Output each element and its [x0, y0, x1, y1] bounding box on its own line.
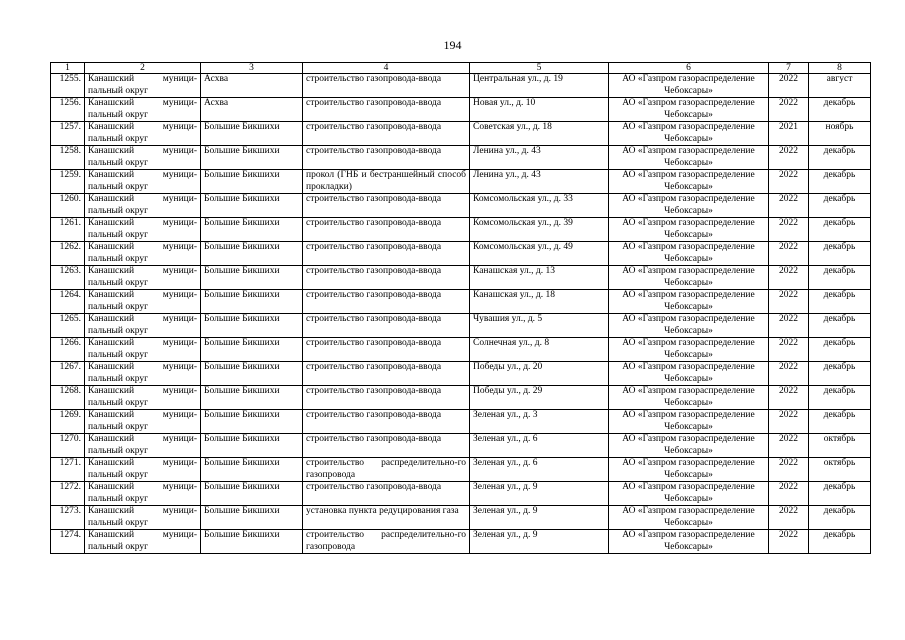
- work-type-cell: строительство газопровода-ввода: [303, 314, 470, 338]
- work-type-cell: строительство распределительно-го газопровода: [303, 458, 470, 482]
- year-cell: 2022: [769, 434, 809, 458]
- column-number: 4: [303, 63, 470, 74]
- row-number: 1266.: [51, 338, 85, 362]
- organization-cell: АО «Газпром газораспределение Чебоксары»: [609, 218, 769, 242]
- table-row: [51, 458, 871, 482]
- work-type-cell: строительство газопровода-ввода: [303, 218, 470, 242]
- table-row: [51, 434, 871, 458]
- organization-cell: АО «Газпром газораспределение Чебоксары»: [609, 530, 769, 554]
- district-cell: Канашский муници-пальный округ: [85, 506, 201, 530]
- row-number: 1273.: [51, 506, 85, 530]
- address-cell: Зеленая ул., д. 9: [470, 482, 609, 506]
- row-number: 1270.: [51, 434, 85, 458]
- row-number: 1257.: [51, 122, 85, 146]
- year-cell: 2022: [769, 386, 809, 410]
- year-cell: 2022: [769, 482, 809, 506]
- district-cell: Канашский муници-пальный округ: [85, 338, 201, 362]
- district-cell: Канашский муници-пальный округ: [85, 314, 201, 338]
- table-row: [51, 506, 871, 530]
- district-cell: Канашский муници-пальный округ: [85, 290, 201, 314]
- settlement-cell: Большие Бикшихи: [201, 218, 303, 242]
- address-cell: Зеленая ул., д. 3: [470, 410, 609, 434]
- table-row: [51, 482, 871, 506]
- column-number: 7: [769, 63, 809, 74]
- settlement-cell: Большие Бикшихи: [201, 314, 303, 338]
- month-cell: декабрь: [809, 314, 871, 338]
- organization-cell: АО «Газпром газораспределение Чебоксары»: [609, 122, 769, 146]
- table-row: [51, 266, 871, 290]
- table-row: [51, 170, 871, 194]
- organization-cell: АО «Газпром газораспределение Чебоксары»: [609, 362, 769, 386]
- district-cell: Канашский муници-пальный округ: [85, 530, 201, 554]
- district-cell: Канашский муници-пальный округ: [85, 482, 201, 506]
- organization-cell: АО «Газпром газораспределение Чебоксары»: [609, 506, 769, 530]
- column-number: 2: [85, 63, 201, 74]
- year-cell: 2022: [769, 362, 809, 386]
- table-row: [51, 314, 871, 338]
- row-number: 1268.: [51, 386, 85, 410]
- work-type-cell: строительство газопровода-ввода: [303, 266, 470, 290]
- address-cell: Канашская ул., д. 13: [470, 266, 609, 290]
- organization-cell: АО «Газпром газораспределение Чебоксары»: [609, 98, 769, 122]
- row-number: 1255.: [51, 74, 85, 98]
- year-cell: 2022: [769, 98, 809, 122]
- settlement-cell: Большие Бикшихи: [201, 434, 303, 458]
- row-number: 1262.: [51, 242, 85, 266]
- column-number: 1: [51, 63, 85, 74]
- organization-cell: АО «Газпром газораспределение Чебоксары»: [609, 482, 769, 506]
- district-cell: Канашский муници-пальный округ: [85, 434, 201, 458]
- year-cell: 2022: [769, 530, 809, 554]
- address-cell: Солнечная ул., д. 8: [470, 338, 609, 362]
- row-number: 1265.: [51, 314, 85, 338]
- address-cell: Ленина ул., д. 43: [470, 146, 609, 170]
- settlement-cell: Большие Бикшихи: [201, 146, 303, 170]
- address-cell: Ленина ул., д. 43: [470, 170, 609, 194]
- district-cell: Канашский муници-пальный округ: [85, 410, 201, 434]
- district-cell: Канашский муници-пальный округ: [85, 458, 201, 482]
- table-row: [51, 362, 871, 386]
- month-cell: декабрь: [809, 386, 871, 410]
- month-cell: декабрь: [809, 242, 871, 266]
- row-number: 1267.: [51, 362, 85, 386]
- work-type-cell: строительство газопровода-ввода: [303, 194, 470, 218]
- address-cell: Победы ул., д. 29: [470, 386, 609, 410]
- year-cell: 2022: [769, 338, 809, 362]
- address-cell: Победы ул., д. 20: [470, 362, 609, 386]
- district-cell: Канашский муници-пальный округ: [85, 242, 201, 266]
- organization-cell: АО «Газпром газораспределение Чебоксары»: [609, 146, 769, 170]
- month-cell: декабрь: [809, 506, 871, 530]
- district-cell: Канашский муници-пальный округ: [85, 194, 201, 218]
- table-row: [51, 386, 871, 410]
- address-cell: Центральная ул., д. 19: [470, 74, 609, 98]
- settlement-cell: Большие Бикшихи: [201, 482, 303, 506]
- year-cell: 2021: [769, 122, 809, 146]
- settlement-cell: Большие Бикшихи: [201, 266, 303, 290]
- month-cell: декабрь: [809, 194, 871, 218]
- work-type-cell: строительство газопровода-ввода: [303, 386, 470, 410]
- address-cell: Новая ул., д. 10: [470, 98, 609, 122]
- month-cell: ноябрь: [809, 122, 871, 146]
- district-cell: Канашский муници-пальный округ: [85, 146, 201, 170]
- row-number: 1256.: [51, 98, 85, 122]
- month-cell: декабрь: [809, 362, 871, 386]
- month-cell: декабрь: [809, 146, 871, 170]
- work-type-cell: строительство газопровода-ввода: [303, 242, 470, 266]
- year-cell: 2022: [769, 194, 809, 218]
- work-type-cell: строительство газопровода-ввода: [303, 410, 470, 434]
- year-cell: 2022: [769, 410, 809, 434]
- table-row: [51, 98, 871, 122]
- organization-cell: АО «Газпром газораспределение Чебоксары»: [609, 170, 769, 194]
- row-number: 1258.: [51, 146, 85, 170]
- table-row: [51, 338, 871, 362]
- district-cell: Канашский муници-пальный округ: [85, 74, 201, 98]
- column-number: 5: [470, 63, 609, 74]
- organization-cell: АО «Газпром газораспределение Чебоксары»: [609, 434, 769, 458]
- row-number: 1269.: [51, 410, 85, 434]
- month-cell: декабрь: [809, 98, 871, 122]
- table-row: [51, 410, 871, 434]
- district-cell: Канашский муници-пальный округ: [85, 98, 201, 122]
- work-type-cell: строительство распределительно-го газопровода: [303, 530, 470, 554]
- address-cell: Комсомольская ул., д. 49: [470, 242, 609, 266]
- column-number: 8: [809, 63, 871, 74]
- address-cell: Чувашия ул., д. 5: [470, 314, 609, 338]
- table-row: [51, 146, 871, 170]
- table-row: [51, 530, 871, 554]
- work-type-cell: строительство газопровода-ввода: [303, 338, 470, 362]
- row-number: 1263.: [51, 266, 85, 290]
- month-cell: декабрь: [809, 482, 871, 506]
- month-cell: октябрь: [809, 434, 871, 458]
- month-cell: декабрь: [809, 290, 871, 314]
- settlement-cell: Большие Бикшихи: [201, 458, 303, 482]
- organization-cell: АО «Газпром газораспределение Чебоксары»: [609, 458, 769, 482]
- table-row: [51, 290, 871, 314]
- year-cell: 2022: [769, 218, 809, 242]
- address-cell: Канашская ул., д. 18: [470, 290, 609, 314]
- settlement-cell: Большие Бикшихи: [201, 194, 303, 218]
- work-type-cell: строительство газопровода-ввода: [303, 290, 470, 314]
- address-cell: Комсомольская ул., д. 39: [470, 218, 609, 242]
- work-type-cell: прокол (ГНБ и бестраншейный способ прокладки): [303, 170, 470, 194]
- organization-cell: АО «Газпром газораспределение Чебоксары»: [609, 194, 769, 218]
- settlement-cell: Асхва: [201, 98, 303, 122]
- address-cell: Зеленая ул., д. 9: [470, 530, 609, 554]
- settlement-cell: Большие Бикшихи: [201, 122, 303, 146]
- month-cell: октябрь: [809, 458, 871, 482]
- year-cell: 2022: [769, 506, 809, 530]
- settlement-cell: Асхва: [201, 74, 303, 98]
- year-cell: 2022: [769, 242, 809, 266]
- settlement-cell: Большие Бикшихи: [201, 410, 303, 434]
- work-type-cell: строительство газопровода-ввода: [303, 362, 470, 386]
- table-row: [51, 74, 871, 98]
- table-row: [51, 242, 871, 266]
- table-row: [51, 194, 871, 218]
- work-type-cell: строительство газопровода-ввода: [303, 98, 470, 122]
- organization-cell: АО «Газпром газораспределение Чебоксары»: [609, 338, 769, 362]
- row-number: 1259.: [51, 170, 85, 194]
- work-type-cell: строительство газопровода-ввода: [303, 74, 470, 98]
- page-number: 194: [443, 38, 462, 52]
- year-cell: 2022: [769, 74, 809, 98]
- organization-cell: АО «Газпром газораспределение Чебоксары»: [609, 386, 769, 410]
- settlement-cell: Большие Бикшихи: [201, 338, 303, 362]
- work-type-cell: строительство газопровода-ввода: [303, 434, 470, 458]
- district-cell: Канашский муници-пальный округ: [85, 362, 201, 386]
- month-cell: декабрь: [809, 530, 871, 554]
- address-cell: Зеленая ул., д. 6: [470, 458, 609, 482]
- table-row: [51, 218, 871, 242]
- year-cell: 2022: [769, 266, 809, 290]
- data-table: [50, 62, 871, 554]
- address-cell: Зеленая ул., д. 9: [470, 506, 609, 530]
- work-type-cell: строительство газопровода-ввода: [303, 122, 470, 146]
- row-number: 1271.: [51, 458, 85, 482]
- month-cell: август: [809, 74, 871, 98]
- organization-cell: АО «Газпром газораспределение Чебоксары»: [609, 242, 769, 266]
- address-cell: Зеленая ул., д. 6: [470, 434, 609, 458]
- district-cell: Канашский муници-пальный округ: [85, 386, 201, 410]
- row-number: 1261.: [51, 218, 85, 242]
- work-type-cell: строительство газопровода-ввода: [303, 146, 470, 170]
- year-cell: 2022: [769, 290, 809, 314]
- organization-cell: АО «Газпром газораспределение Чебоксары»: [609, 290, 769, 314]
- organization-cell: АО «Газпром газораспределение Чебоксары»: [609, 410, 769, 434]
- settlement-cell: Большие Бикшихи: [201, 290, 303, 314]
- organization-cell: АО «Газпром газораспределение Чебоксары»: [609, 74, 769, 98]
- organization-cell: АО «Газпром газораспределение Чебоксары»: [609, 266, 769, 290]
- column-number: 3: [201, 63, 303, 74]
- year-cell: 2022: [769, 146, 809, 170]
- year-cell: 2022: [769, 170, 809, 194]
- settlement-cell: Большие Бикшихи: [201, 242, 303, 266]
- organization-cell: АО «Газпром газораспределение Чебоксары»: [609, 314, 769, 338]
- month-cell: декабрь: [809, 266, 871, 290]
- settlement-cell: Большие Бикшихи: [201, 386, 303, 410]
- settlement-cell: Большие Бикшихи: [201, 530, 303, 554]
- row-number: 1260.: [51, 194, 85, 218]
- year-cell: 2022: [769, 458, 809, 482]
- month-cell: декабрь: [809, 218, 871, 242]
- district-cell: Канашский муници-пальный округ: [85, 266, 201, 290]
- row-number: 1272.: [51, 482, 85, 506]
- address-cell: Советская ул., д. 18: [470, 122, 609, 146]
- district-cell: Канашский муници-пальный округ: [85, 170, 201, 194]
- year-cell: 2022: [769, 314, 809, 338]
- column-number-header: [51, 63, 871, 74]
- district-cell: Канашский муници-пальный округ: [85, 218, 201, 242]
- table-row: [51, 122, 871, 146]
- work-type-cell: установка пункта редуцирования газа: [303, 506, 470, 530]
- row-number: 1274.: [51, 530, 85, 554]
- month-cell: декабрь: [809, 338, 871, 362]
- row-number: 1264.: [51, 290, 85, 314]
- settlement-cell: Большие Бикшихи: [201, 362, 303, 386]
- month-cell: декабрь: [809, 410, 871, 434]
- month-cell: декабрь: [809, 170, 871, 194]
- district-cell: Канашский муници-пальный округ: [85, 122, 201, 146]
- column-number: 6: [609, 63, 769, 74]
- settlement-cell: Большие Бикшихи: [201, 506, 303, 530]
- settlement-cell: Большие Бикшихи: [201, 170, 303, 194]
- address-cell: Комсомольская ул., д. 33: [470, 194, 609, 218]
- work-type-cell: строительство газопровода-ввода: [303, 482, 470, 506]
